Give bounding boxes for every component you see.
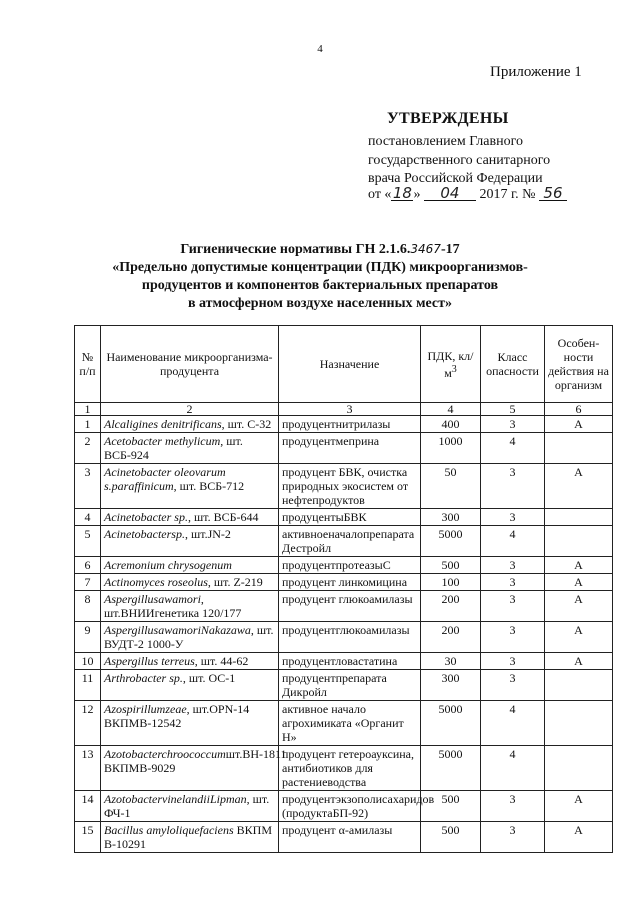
pdk-value: 300 <box>421 509 481 526</box>
table-row <box>75 464 613 509</box>
table-row <box>75 557 613 574</box>
hazard-class: 4 <box>481 433 545 464</box>
row-number: 8 <box>75 591 101 622</box>
hazard-class: 3 <box>481 622 545 653</box>
table-row <box>75 746 613 791</box>
row-number: 15 <box>75 822 101 853</box>
pdk-value: 50 <box>421 464 481 509</box>
row-number: 2 <box>75 433 101 464</box>
year-text: 2017 г. № <box>479 187 536 202</box>
pdk-value: 5000 <box>421 701 481 746</box>
page-number: 4 <box>317 43 323 55</box>
col-number: 3 <box>279 403 421 416</box>
handwritten-number: 56 <box>539 186 567 201</box>
row-number: 13 <box>75 746 101 791</box>
organism-name: Aspergillus terreus <box>104 654 195 668</box>
header-pdk-sup: 3 <box>451 363 457 375</box>
approval-line-1: постановлением Главного <box>368 134 523 149</box>
row-number: 7 <box>75 574 101 591</box>
purpose: продуцент глюкоамилазы <box>279 591 421 622</box>
table-row <box>75 591 613 622</box>
purpose: продуцентпротеазыС <box>279 557 421 574</box>
date-prefix: от « <box>368 187 392 202</box>
appendix-label: Приложение 1 <box>490 64 582 80</box>
table-row <box>75 433 613 464</box>
organism-name: Azospirillumzeae <box>104 702 187 716</box>
strain: , шт. С-32 <box>221 417 272 431</box>
approval-heading: УТВЕРЖДЕНЫ <box>387 110 509 127</box>
purpose: активноеначалопрепарата Дестройл <box>279 526 421 557</box>
header-no: № п/п <box>75 326 101 403</box>
purpose: продуцентпрепарата Дикройл <box>279 670 421 701</box>
strain: , шт. 44-62 <box>194 654 249 668</box>
purpose: продуцентловастатина <box>279 653 421 670</box>
hazard-class: 3 <box>481 509 545 526</box>
pdk-value: 100 <box>421 574 481 591</box>
organism-cell <box>101 622 279 653</box>
table-row <box>75 622 613 653</box>
purpose: продуцентыБВК <box>279 509 421 526</box>
header-name: Наименование микроорганизма-продуцента <box>101 326 279 403</box>
action-feature: А <box>545 653 613 670</box>
table-header-row <box>75 326 613 403</box>
hazard-class: 4 <box>481 526 545 557</box>
hazard-class: 4 <box>481 746 545 791</box>
action-feature <box>545 746 613 791</box>
row-number: 4 <box>75 509 101 526</box>
handwritten-day: 18 <box>392 184 412 202</box>
pdk-value: 5000 <box>421 526 481 557</box>
day-suffix: » <box>413 187 421 202</box>
pdk-value: 30 <box>421 653 481 670</box>
pdk-value: 400 <box>421 416 481 433</box>
table-row <box>75 822 613 853</box>
title-line-4: в атмосферном воздухе населенных мест» <box>187 296 453 311</box>
row-number: 5 <box>75 526 101 557</box>
organism-cell <box>101 822 279 853</box>
approval-line-2: государственного санитарного <box>368 153 551 168</box>
organism-cell <box>101 574 279 591</box>
handwritten-month: 04 <box>424 186 476 201</box>
strain: шт.ВН-1811 ВКПМВ-9029 <box>104 747 287 775</box>
row-number: 9 <box>75 622 101 653</box>
row-number: 10 <box>75 653 101 670</box>
purpose: продуцентглюкоамилазы <box>279 622 421 653</box>
header-class: Класс опасности <box>481 326 545 403</box>
table-row <box>75 791 613 822</box>
row-number: 12 <box>75 701 101 746</box>
organism-cell <box>101 701 279 746</box>
hazard-class: 3 <box>481 822 545 853</box>
hazard-class: 3 <box>481 464 545 509</box>
organism-cell <box>101 509 279 526</box>
col-number: 5 <box>481 403 545 416</box>
organism-cell <box>101 464 279 509</box>
title-line-2: «Предельно допустимые концентрации (ПДК) микроорганизмов- <box>112 260 528 275</box>
pdk-value: 500 <box>421 557 481 574</box>
hazard-class: 4 <box>481 701 545 746</box>
purpose: активное начало агрохимиката «Органит Н» <box>279 701 421 746</box>
organism-name: Acinetobactersp. <box>104 527 185 541</box>
strain: , шт. ОС-1 <box>182 671 236 685</box>
organism-cell <box>101 433 279 464</box>
strain: , шт. ВСБ-924 <box>104 434 243 462</box>
action-feature <box>545 701 613 746</box>
column-number-row <box>75 403 613 416</box>
strain: ВКПМ В-10291 <box>104 823 272 851</box>
purpose: продуцент гетероауксина, антибиотиков для растениеводства <box>279 746 421 791</box>
pdk-value: 200 <box>421 591 481 622</box>
strain: , шт. ФЧ-1 <box>104 792 270 820</box>
approval-date-line <box>368 186 567 203</box>
purpose: продуцент α-амилазы <box>279 822 421 853</box>
header-pdk-text: ПДК, кл/м <box>427 348 474 380</box>
organism-cell <box>101 557 279 574</box>
organism-cell <box>101 670 279 701</box>
approval-line-3: врача Российской Федерации <box>368 171 543 186</box>
header-purpose: Назначение <box>279 326 421 403</box>
pdk-value: 500 <box>421 822 481 853</box>
col-number: 1 <box>75 403 101 416</box>
col-number: 6 <box>545 403 613 416</box>
purpose: продуцентэкзополисахаридов (продуктаБП-92) <box>279 791 421 822</box>
action-feature <box>545 433 613 464</box>
pdk-value: 200 <box>421 622 481 653</box>
hazard-class: 3 <box>481 791 545 822</box>
row-number: 1 <box>75 416 101 433</box>
organism-cell <box>101 791 279 822</box>
title-code-prefix: Гигиенические нормативы ГН 2.1.6. <box>180 242 411 257</box>
pdk-value: 1000 <box>421 433 481 464</box>
organism-name: Actinomyces roseolus <box>104 575 208 589</box>
purpose: продуцентмеприна <box>279 433 421 464</box>
handwritten-code: 3467 <box>410 242 441 256</box>
strain: , шт. Z-219 <box>207 575 263 589</box>
hazard-class: 3 <box>481 670 545 701</box>
organism-cell <box>101 526 279 557</box>
organism-name: Acremonium chrysogenum <box>104 558 232 572</box>
col-number: 2 <box>101 403 279 416</box>
action-feature: А <box>545 791 613 822</box>
purpose: продуцент БВК, очистка природных экосистем от нефтепродуктов <box>279 464 421 509</box>
hazard-class: 3 <box>481 653 545 670</box>
organism-cell <box>101 591 279 622</box>
title-code-suffix: -17 <box>440 242 460 257</box>
pdk-table <box>74 325 613 853</box>
col-number: 4 <box>421 403 481 416</box>
organism-name: Acetobacter methylicum <box>104 434 221 448</box>
organism-name: Arthrobacter sp. <box>104 671 183 685</box>
purpose: продуцент линкомицина <box>279 574 421 591</box>
action-feature: А <box>545 464 613 509</box>
action-feature: А <box>545 822 613 853</box>
strain: , шт.JN-2 <box>184 527 231 541</box>
title-line-3: продуцентов и компонентов бактериальных препаратов <box>141 278 499 293</box>
organism-cell <box>101 653 279 670</box>
action-feature <box>545 670 613 701</box>
action-feature <box>545 509 613 526</box>
strain: , шт. ВСБ-712 <box>173 479 245 493</box>
organism-name: AzotobactervinelandiiLipman <box>104 792 247 806</box>
pdk-value: 300 <box>421 670 481 701</box>
table-row <box>75 509 613 526</box>
strain: , шт.OPN-14 ВКПМВ-12542 <box>104 702 250 730</box>
row-number: 3 <box>75 464 101 509</box>
pdk-value: 500 <box>421 791 481 822</box>
hazard-class: 3 <box>481 557 545 574</box>
action-feature: А <box>545 416 613 433</box>
title-line-1 <box>60 240 580 259</box>
organism-cell <box>101 416 279 433</box>
table-row <box>75 670 613 701</box>
table-row <box>75 701 613 746</box>
action-feature <box>545 526 613 557</box>
organism-name: Alcaligines denitrificans <box>104 417 222 431</box>
row-number: 6 <box>75 557 101 574</box>
header-feature: Особен-ности действия на организм <box>545 326 613 403</box>
organism-name: Aspergillusawamori <box>104 592 201 606</box>
pdk-value: 5000 <box>421 746 481 791</box>
organism-name: Bacillus amyloliquefaciens <box>104 823 234 837</box>
hazard-class: 3 <box>481 591 545 622</box>
organism-name: Azotobacterchroococcum <box>104 747 226 761</box>
row-number: 14 <box>75 791 101 822</box>
strain: , шт. ВСБ-644 <box>187 510 259 524</box>
hazard-class: 3 <box>481 416 545 433</box>
action-feature: А <box>545 591 613 622</box>
action-feature: А <box>545 557 613 574</box>
organism-cell <box>101 746 287 791</box>
organism-name: Acinetobacter sp. <box>104 510 188 524</box>
table-row <box>75 574 613 591</box>
action-feature: А <box>545 574 613 591</box>
strain: , шт. ВУДТ-2 1000-У <box>104 623 274 651</box>
header-pdk <box>421 326 481 403</box>
table-row <box>75 416 613 433</box>
row-number: 11 <box>75 670 101 701</box>
purpose: продуцентнитрилазы <box>279 416 421 433</box>
action-feature: А <box>545 622 613 653</box>
table-row <box>75 653 613 670</box>
hazard-class: 3 <box>481 574 545 591</box>
organism-name: Acinetobacter oleovarum s.paraffinicum <box>104 465 226 493</box>
strain: , шт.ВНИИгенетика 120/177 <box>104 592 242 620</box>
organism-name: AspergillusawamoriNakazawa <box>104 623 251 637</box>
table-row <box>75 526 613 557</box>
